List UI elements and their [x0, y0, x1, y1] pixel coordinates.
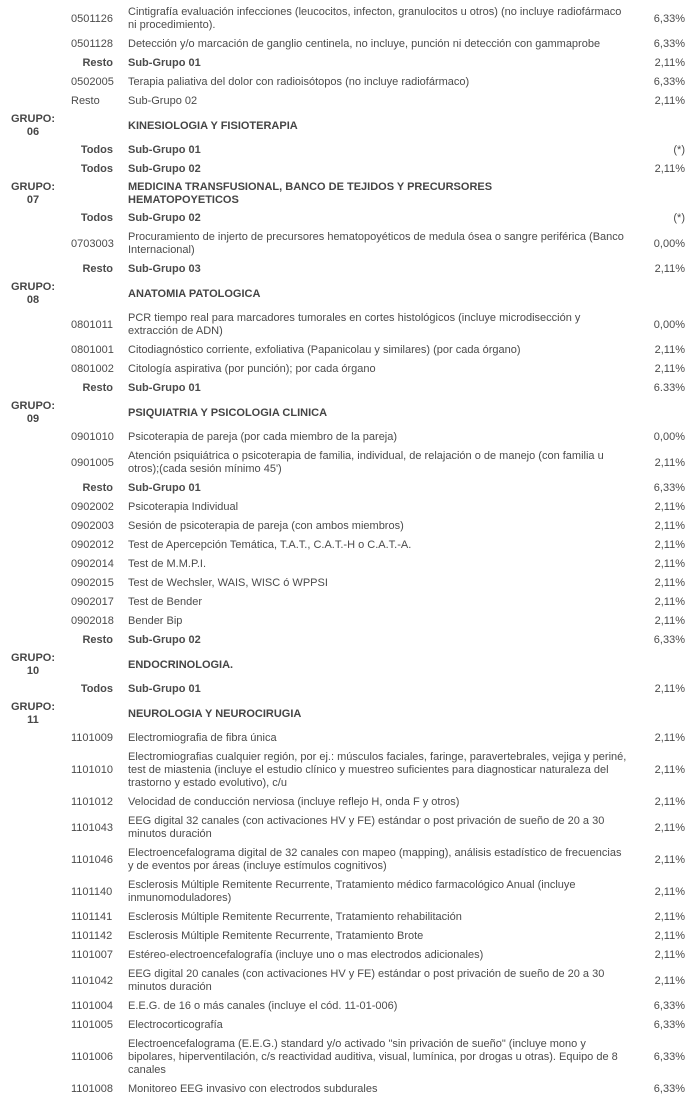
code-cell: Resto [82, 57, 113, 69]
description-cell: Sub-Grupo 02 [128, 95, 198, 107]
table-row [0, 360, 698, 379]
description-cell: Psicoterapia de pareja (por cada miembro de la pareja) [128, 431, 398, 443]
table-row [0, 680, 698, 699]
description-cell: Sub-Grupo 03 [128, 263, 201, 275]
description-cell: Detección y/o marcación de ganglio centinela, no incluye, punción ni detección con gammaprobe [128, 38, 601, 50]
table-row [0, 209, 698, 228]
percentage-cell: 2,11% [654, 57, 685, 69]
group-title: NEUROLOGIA Y NEUROCIRUGIA [128, 707, 302, 720]
description-cell: Electroencefalograma (E.E.G.) standard y/o activado "sin privación de sueño" (incluye mono y bipolares, hiperventilación, c/s reactividad auditiva, visual, lumínica, por drogas u otras). Equipo de 8 canales [128, 1038, 618, 1076]
table-row [0, 517, 698, 536]
percentage-cell: 2,11% [654, 615, 685, 627]
group-prefix: GRUPO: [11, 701, 55, 713]
group-title: ANATOMIA PATOLOGICA [128, 287, 261, 300]
percentage-cell: 2,11% [654, 853, 685, 866]
code-cell: 1101008 [71, 1083, 114, 1095]
code-cell: 1101042 [71, 974, 114, 987]
table-row [0, 748, 698, 793]
code-cell: 1101010 [71, 764, 114, 776]
table-row [0, 793, 698, 812]
group-header-row [0, 699, 698, 729]
percentage-cell: (*) [673, 212, 685, 224]
description-cell: Procuramiento de injerto de precursores hematopoyéticos de medula ósea o sangre periférica (Banco Internacional) [128, 231, 624, 256]
description-cell: Sesión de psicoterapia de pareja (con ambos miembros) [128, 520, 404, 532]
table-row [0, 876, 698, 908]
table-row [0, 536, 698, 555]
description-cell: E.E.G. de 16 o más canales (incluye el cód. 11-01-006) [128, 1000, 398, 1012]
description-cell: EEG digital 32 canales (con activaciones HV y FE) estándar o post privación de sueño de 20 a 30 minutos duración [128, 815, 605, 840]
percentage-cell: 2,11% [654, 95, 685, 107]
table-row [0, 92, 698, 111]
description-cell: Sub-Grupo 02 [128, 634, 201, 646]
description-cell: EEG digital 20 canales (con activaciones HV y FE) estándar o post privación de sueño de 20 a 30 minutos duración [128, 968, 605, 993]
table-row [0, 260, 698, 279]
table-row [0, 844, 698, 876]
description-cell: Sub-Grupo 01 [128, 683, 201, 695]
table-row [0, 228, 698, 260]
group-number: 07 [26, 194, 40, 206]
code-cell: 1101043 [71, 821, 114, 834]
code-cell: 1101007 [71, 949, 114, 961]
percentage-cell: 0,00% [653, 237, 685, 250]
description-cell: Citología aspirativa (por punción); por cada órgano [128, 363, 376, 375]
code-cell: 0801001 [71, 344, 114, 356]
percentage-cell: 6,33% [653, 634, 685, 646]
percentage-cell: 6,33% [653, 38, 685, 50]
table-row [0, 428, 698, 447]
code-cell: Resto [71, 95, 100, 107]
description-cell: Sub-Grupo 01 [128, 57, 201, 69]
group-label [0, 281, 66, 307]
code-cell: 1101009 [71, 732, 114, 744]
group-title: PSIQUIATRIA Y PSICOLOGIA CLINICA [128, 406, 328, 419]
table-row [0, 341, 698, 360]
percentage-cell: 0,00% [653, 431, 685, 443]
table-row [0, 927, 698, 946]
table-row [0, 946, 698, 965]
percentage-cell: 6,33% [653, 1083, 685, 1095]
description-cell: Cintigrafía evaluación infecciones (leucocitos, infecton, granulocitos u otros) (no incluye radiofármaco ni procedimiento). [128, 6, 622, 31]
percentage-cell: 2,11% [654, 732, 685, 744]
table-row [0, 498, 698, 517]
code-cell: 1101046 [71, 853, 114, 866]
code-cell: 1101004 [71, 1000, 114, 1012]
percentage-cell: 6,33% [653, 1051, 685, 1063]
code-cell: 0902002 [71, 501, 114, 513]
code-cell: Resto [82, 382, 113, 394]
table-row [0, 3, 698, 35]
table-row [0, 612, 698, 631]
table-row [0, 309, 698, 341]
description-cell: Psicoterapia Individual [128, 501, 239, 513]
code-cell: 0901005 [71, 456, 114, 469]
percentage-cell: 2,11% [654, 577, 685, 589]
table-row [0, 729, 698, 748]
group-title: KINESIOLOGIA Y FISIOTERAPIA [128, 119, 298, 132]
code-cell: 0502005 [71, 76, 114, 88]
percentage-cell: 6.33% [653, 382, 685, 394]
description-cell: Citodiagnóstico corriente, exfoliativa (Papanicolau y similares) (por cada órgano) [128, 344, 521, 356]
group-label [0, 652, 66, 678]
group-prefix: GRUPO: [11, 181, 55, 193]
code-cell: 0501126 [71, 12, 114, 25]
percentage-cell: 2,11% [654, 363, 685, 375]
group-title: MEDICINA TRANSFUSIONAL, BANCO DE TEJIDOS Y PRECURSORES HEMATOPOYETICOS [128, 181, 493, 206]
percentage-cell: 2,11% [654, 683, 685, 695]
group-number: 11 [27, 714, 39, 726]
description-cell: Monitoreo EEG invasivo con electrodos subdurales [128, 1083, 378, 1095]
percentage-cell: 2,11% [654, 764, 685, 776]
code-cell: 1101140 [71, 885, 113, 898]
table-row [0, 997, 698, 1016]
code-cell: 0902003 [71, 520, 114, 532]
description-cell: Test de M.M.P.I. [128, 558, 207, 570]
table-row [0, 35, 698, 54]
code-cell: 0703003 [71, 237, 114, 250]
table-row [0, 555, 698, 574]
description-cell: Sub-Grupo 01 [128, 382, 201, 394]
percentage-cell: 2,11% [654, 821, 685, 834]
description-cell: Test de Bender [128, 596, 202, 608]
percentage-cell: 2,11% [654, 974, 685, 987]
percentage-cell: 2,11% [654, 539, 685, 551]
description-cell: Esclerosis Múltiple Remitente Recurrente, Tratamiento médico farmacológico Anual (incluye inmunomoduladores) [128, 879, 576, 904]
code-cell: 1101006 [71, 1051, 114, 1063]
table-row [0, 812, 698, 844]
group-prefix: GRUPO: [11, 400, 55, 412]
group-header-row [0, 398, 698, 428]
table-row [0, 141, 698, 160]
percentage-cell: 0,00% [653, 318, 685, 331]
table-row [0, 1080, 698, 1099]
description-cell: Sub-Grupo 01 [128, 144, 201, 156]
code-cell: 1101142 [71, 930, 113, 942]
description-cell: Estéreo-electroencefalografía (incluye uno o mas electrodos adicionales) [128, 949, 484, 961]
code-cell: Todos [80, 144, 113, 156]
group-header-row [0, 179, 698, 209]
percentage-cell: 6,33% [653, 482, 685, 494]
percentage-cell: 2,11% [654, 163, 685, 175]
code-cell: 1101012 [71, 796, 114, 808]
description-cell: Electromiografia de fibra única [128, 732, 277, 744]
table-row [0, 447, 698, 479]
percentage-cell: 2,11% [654, 596, 685, 608]
code-cell: 0902014 [71, 558, 114, 570]
group-header-row [0, 111, 698, 141]
table-row [0, 379, 698, 398]
group-prefix: GRUPO: [11, 281, 55, 293]
code-cell: 0902018 [71, 615, 114, 627]
group-number: 10 [26, 665, 40, 677]
code-cell: Todos [80, 163, 113, 175]
percentage-cell: 6,33% [653, 1019, 685, 1031]
table-row [0, 1035, 698, 1080]
description-cell: Sub-Grupo 01 [128, 482, 201, 494]
group-label [0, 400, 66, 426]
code-cell: 0902015 [71, 577, 114, 589]
code-cell: Resto [82, 482, 113, 494]
percentage-cell: (*) [673, 144, 685, 156]
percentage-cell: 2,11% [654, 263, 685, 275]
percentage-cell: 6,33% [653, 76, 685, 88]
group-prefix: GRUPO: [11, 113, 55, 125]
percentage-cell: 2,11% [654, 911, 685, 923]
code-cell: Resto [82, 634, 113, 646]
code-cell: Resto [82, 263, 113, 275]
description-cell: Test de Apercepción Temática, T.A.T., C.A.T.-H o C.A.T.-A. [128, 539, 412, 551]
percentage-cell: 2,11% [654, 501, 685, 513]
percentage-cell: 2,11% [654, 344, 685, 356]
group-number: 06 [26, 126, 40, 138]
percentage-cell: 2,11% [654, 885, 685, 898]
group-label [0, 701, 66, 727]
percentage-cell: 2,11% [654, 949, 685, 961]
description-cell: PCR tiempo real para marcadores tumorales en cortes histológicos (incluye microdisección y extracción de ADN) [128, 312, 581, 337]
description-cell: Electroencefalograma digital de 32 canales con mapeo (mapping), análisis estadístico de frecuencias y de eventos por áreas (incluye estímulos cognitivos) [128, 847, 622, 872]
group-header-row [0, 279, 698, 309]
table-row [0, 593, 698, 612]
description-cell: Velocidad de conducción nerviosa (incluye reflejo H, onda F y otros) [128, 796, 460, 808]
code-cell: 0902017 [71, 596, 114, 608]
table-row [0, 1016, 698, 1035]
group-number: 08 [26, 294, 40, 306]
percentage-cell: 6,33% [653, 12, 685, 25]
code-cell: 0801002 [71, 363, 114, 375]
percentage-cell: 2,11% [654, 520, 685, 532]
group-number: 09 [26, 413, 40, 425]
percentage-cell: 2,11% [654, 456, 685, 469]
table-row [0, 631, 698, 650]
percentage-cell: 2,11% [654, 796, 685, 808]
description-cell: Sub-Grupo 02 [128, 212, 201, 224]
description-cell: Sub-Grupo 02 [128, 163, 201, 175]
code-cell: 0901010 [71, 431, 114, 443]
description-cell: Esclerosis Múltiple Remitente Recurrente, Tratamiento rehabilitación [128, 911, 462, 923]
description-cell: Terapia paliativa del dolor con radioisótopos (no incluye radiofármaco) [128, 76, 470, 88]
table-row [0, 479, 698, 498]
table-row [0, 965, 698, 997]
table-row [0, 54, 698, 73]
group-label [0, 113, 66, 139]
description-cell: Electrocorticografía [128, 1019, 223, 1031]
description-cell: Atención psiquiátrica o psicoterapia de familia, individual, de relajación o de manejo (con familia u otros);(cada sesión mínimo 45') [128, 450, 604, 475]
description-cell: Electromiografias cualquier región, por ej.: músculos faciales, faringe, paravertebrales, vejiga y periné, test de miastenia (incluye el estudio clínico y muestreo suficientes para diagnosticar naturaleza del trastorno y estado evolutivo), c/u [128, 751, 627, 789]
description-cell: Test de Wechsler, WAIS, WISC ó WPPSI [128, 577, 328, 589]
percentage-cell: 2,11% [654, 558, 685, 570]
group-label [0, 181, 66, 207]
code-cell: 0902012 [71, 539, 114, 551]
code-cell: 1101141 [71, 911, 113, 923]
code-cell: 0801011 [71, 318, 114, 331]
description-cell: Bender Bip [128, 615, 183, 627]
table-row [0, 73, 698, 92]
code-cell: Todos [80, 212, 113, 224]
code-cell: 1101005 [71, 1019, 114, 1031]
percentage-cell: 6,33% [653, 1000, 685, 1012]
description-cell: Esclerosis Múltiple Remitente Recurrente, Tratamiento Brote [128, 930, 424, 942]
table-row [0, 908, 698, 927]
table-row [0, 160, 698, 179]
code-cell: 0501128 [71, 38, 114, 50]
group-title: ENDOCRINOLOGIA. [128, 658, 234, 671]
percentage-cell: 2,11% [654, 930, 685, 942]
table-row [0, 574, 698, 593]
code-cell: Todos [80, 683, 113, 695]
group-prefix: GRUPO: [11, 652, 55, 664]
group-header-row [0, 650, 698, 680]
